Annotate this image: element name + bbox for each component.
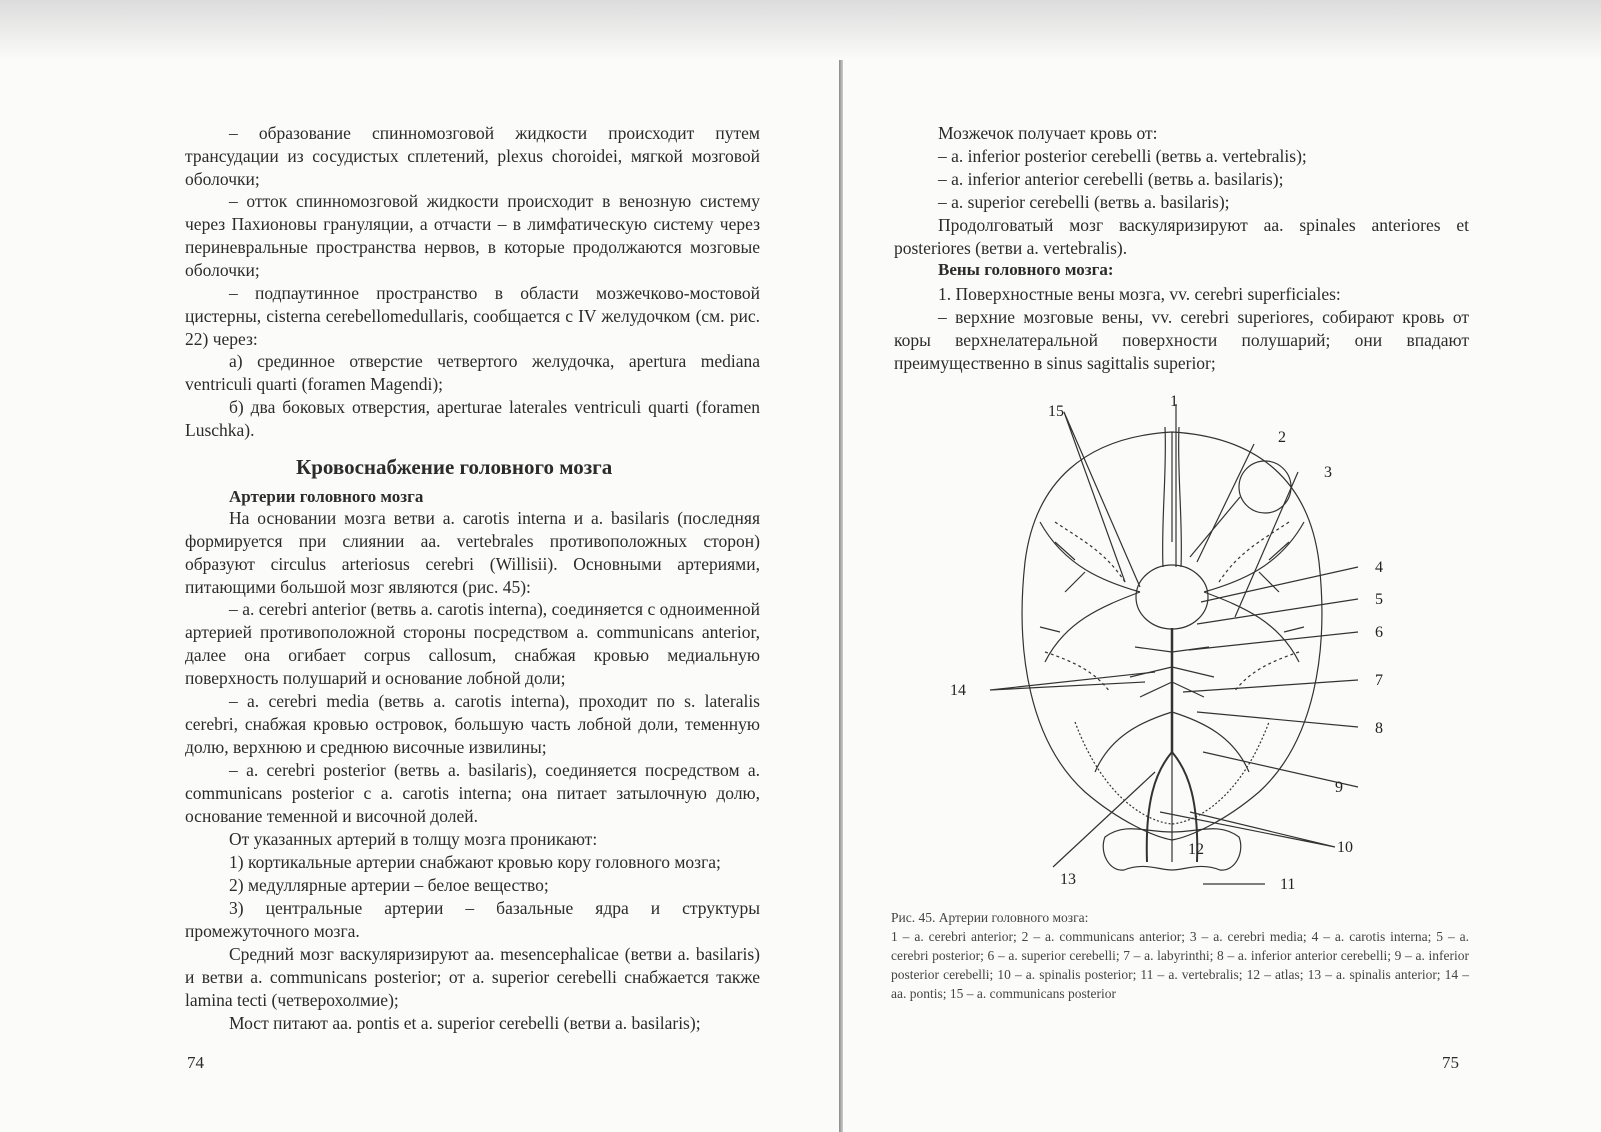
list-item-central: 3) центральные артерии – базальные ядра и структуры промежуточного мозга.	[185, 898, 760, 941]
paragraph-subarachnoid-space: – подпаутинное пространство в области мозжечково-мостовой цистерны, cisterna cerebellomedullaris, сообщается с IV желудочком (см. рис. 22) через:	[185, 283, 760, 349]
figure-label-10: 10	[1337, 839, 1353, 856]
figure-label-1: 1	[1170, 393, 1178, 410]
paragraph-pons: Мост питают aa. pontis et a. superior cerebelli (ветви a. basilaris);	[229, 1013, 701, 1033]
paragraph-circulus-arteriosus: На основании мозга ветви a. carotis interna и a. basilaris (последняя формируется при слиянии aa. vertebrales противоположных сторон) образуют circulus arteriosus cerebri (Willisii). Основными артериями, питающими большой мозг являются (рис. 45):	[185, 508, 760, 597]
figure-caption	[891, 908, 1469, 1003]
figure-label-8: 8	[1375, 720, 1383, 737]
page-number-right: 75	[1442, 1053, 1459, 1072]
list-item-aica: – a. inferior anterior cerebelli (ветвь a. basilaris);	[938, 169, 1284, 189]
caption-title: Рис. 45. Артерии головного мозга:	[891, 910, 1089, 925]
figure-label-4: 4	[1375, 559, 1383, 576]
paragraph-csf-outflow: – отток спинномозговой жидкости происходит в венозную систему через Пахионовы грануляции, а отчасти – в лимфатическую систему через периневральные пространства нервов, в которые продолжаются мозговые оболочки;	[185, 191, 760, 280]
subsection-veins-title: Вены головного мозга:	[938, 260, 1114, 279]
paragraph-penetrating-arteries: От указанных артерий в толщу мозга проникают:	[229, 829, 598, 849]
subsection-title: Артерии головного мозга	[229, 487, 424, 506]
paragraph-cerebri-anterior: – a. cerebri anterior (ветвь a. carotis interna), соединяется с одноименной артерией противоположной стороны посредством a. communicans anterior, далее она огибает corpus callosum, снабжая кровью медиальную поверхность полушарий и основание лобной доли;	[185, 599, 760, 688]
list-item-medullary: 2) медуллярные артерии – белое вещество;	[229, 875, 549, 895]
figure-label-3: 3	[1324, 464, 1332, 481]
brain-arteries-figure	[935, 392, 1415, 902]
circulus-arteriosus	[1136, 565, 1208, 629]
page-number-left: 74	[187, 1053, 204, 1072]
paragraph-cerebri-media: – a. cerebri media (ветвь a. carotis interna), проходит по s. lateralis cerebri, снабжая кровью островок, большую часть лобной доли, теменную долю, верхнюю и среднюю височные извилины;	[185, 691, 760, 757]
paragraph-cerebri-posterior: – a. cerebri posterior (ветвь a. basilaris), соединяется посредством a. communicans posterior с a. carotis interna; она питает затылочную долю, основание теменной и височной долей.	[185, 760, 760, 826]
list-item-pica: – a. inferior posterior cerebelli (ветвь a. vertebralis);	[938, 146, 1307, 166]
figure-label-12: 12	[1188, 841, 1204, 858]
caption-text: 1 – a. cerebri anterior; 2 – a. communicans anterior; 3 – a. cerebri media; 4 – a. carotis interna; 5 – a. cerebri posterior; 6 – a. superior cerebelli; 7 – a. labyrinthi; 8 – a. inferior anterior cerebelli; 9 – a. inferior posterior cerebelli; 10 – a. spinalis posterior; 11 – a. vertebralis; 12 – atlas; 13 – a. spinalis anterior; 14 – aa. pontis; 15 – a. communicans posterior	[891, 929, 1469, 1001]
list-item-sca: – a. superior cerebelli (ветвь a. basilaris);	[938, 192, 1230, 212]
figure-label-13: 13	[1060, 871, 1076, 888]
paragraph-midbrain: Средний мозг васкуляризируют aa. mesencephalicae (ветви a. basilaris) и ветви a. communicans posterior; от a. superior cerebelli снабжается также lamina tecti (четверохолмие);	[185, 944, 760, 1010]
paragraph-csf-formation: – образование спинномозговой жидкости происходит путем трансудации из сосудистых сплетений, plexus choroidei, мягкой мозговой оболочки;	[185, 123, 760, 189]
paragraph-superior-veins: – верхние мозговые вены, vv. cerebri superiores, собирают кровь от коры верхнелатеральной поверхности полушарий; они впадают преимущественно в sinus sagittalis superior;	[894, 307, 1469, 373]
figure-label-11: 11	[1280, 876, 1296, 893]
figure-label-15: 15	[1048, 403, 1064, 420]
figure-label-6: 6	[1375, 624, 1383, 641]
book-spine	[839, 60, 843, 1132]
section-title: Кровоснабжение головного мозга	[296, 455, 613, 479]
paragraph-cerebellum: Мозжечок получает кровь от:	[938, 123, 1158, 143]
right-page	[845, 0, 1601, 1132]
figure-label-9: 9	[1335, 779, 1343, 796]
paragraph-medulla: Продолговатый мозг васкуляризируют aa. spinales anteriores et posteriores (ветви a. vertebralis).	[894, 215, 1469, 258]
paragraph-lateral-apertures: б) два боковых отверстия, aperturae laterales ventriculi quarti (foramen Luschka).	[185, 397, 760, 440]
paragraph-superficial-veins: 1. Поверхностные вены мозга, vv. cerebri superficiales:	[938, 284, 1341, 304]
figure-label-14: 14	[950, 682, 966, 699]
figure-label-7: 7	[1375, 672, 1383, 689]
figure-label-5: 5	[1375, 591, 1383, 608]
list-item-cortical: 1) кортикальные артерии снабжают кровью кору головного мозга;	[229, 852, 721, 872]
figure-label-2: 2	[1278, 429, 1286, 446]
paragraph-median-aperture: а) срединное отверстие четвертого желудочка, apertura mediana ventriculi quarti (foramen Magendi);	[185, 351, 760, 394]
